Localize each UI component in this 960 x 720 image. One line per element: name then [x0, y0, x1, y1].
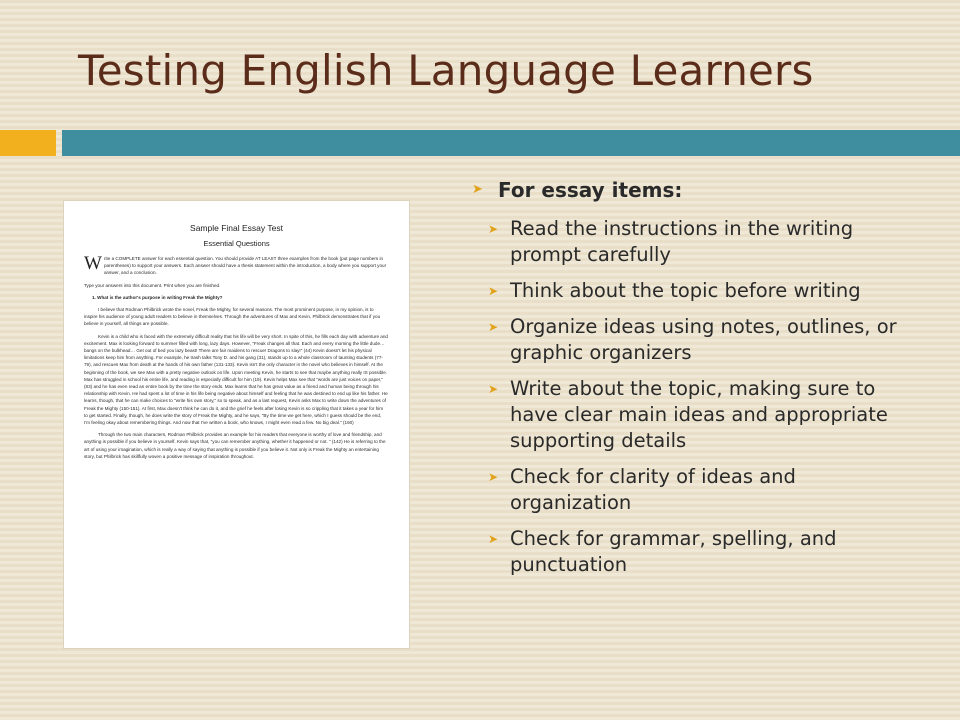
list-item — [488, 464, 912, 516]
accent-bar-gold — [0, 130, 56, 156]
accent-bar-teal — [62, 130, 960, 156]
list-item-text: Write about the topic, making sure to have clear main ideas and appropriate supporting details — [510, 377, 888, 452]
document-instruction: Type your answers into this document. Print when you are finished. — [84, 282, 221, 288]
list-item-text: Check for grammar, spelling, and punctuation — [510, 527, 837, 576]
list-item-text: Read the instructions in the writing prompt carefully — [510, 217, 854, 266]
list-item — [488, 216, 912, 268]
document-intro — [84, 255, 388, 277]
slide-title: Testing English Language Learners — [78, 46, 814, 95]
document-dropcap: W — [84, 253, 102, 274]
document-body — [84, 255, 388, 465]
arrow-bullet-icon: ➤ — [488, 222, 499, 236]
document-paragraph-1: I believe that Rodman Philbrick wrote the novel, Freak the Mighty, for several reasons. The most prominent purpose, in my opinion, is to inspire his audience of young adult readers to believe in themselves. Through the adventures of Max and Kevin, Philbrick demonstrates that if you believe in yourself, all things are possible. — [84, 307, 381, 327]
essay-items-heading-text: For essay items: — [498, 178, 683, 202]
document-subtitle: Essential Questions — [203, 239, 270, 248]
list-item — [488, 278, 912, 304]
essay-items-heading — [472, 176, 912, 204]
document-title: Sample Final Essay Test — [190, 223, 283, 233]
list-item — [488, 526, 912, 578]
arrow-bullet-icon: ➤ — [488, 382, 499, 396]
arrow-bullet-icon: ➤ — [472, 182, 483, 197]
document-paragraph-3: Through the two main characters, Rodman Philbrick provides an example for his readers that everyone is worthy of love and friendship, and anything is possible if you believe in yourself. Kevin says that, "you can remember anything, whether it happened or not. " (142) He is referring to the art of using your imagination, which is really a way of saying that anything is possible if you believe it. Not only is Freak the Mighty an entertaining story, but Philbrick has skillfully woven a positive message of inspiration throughout. — [84, 432, 386, 459]
slide-content — [472, 176, 912, 588]
list-item-text: Think about the topic before writing — [510, 279, 861, 302]
document-paragraph-2: Kevin is a child who is faced with the extremely difficult reality that his life will be very short. In spite of this, he fills each day with adventure and excitement. Max is looking forward to summer filled with long, lazy days. However, "Freak changes all that. Each and every morning the little dude…bangs on the bulkhead… Get out of bed you lazy beast! There are fair maidens to rescue! Dragons to slay!" (44) Kevin doesn't let his physical limitations keep him from anything. For example, he trash talks Tony D. and his gang (31), stands up to a whole classroom of taunting students (77-79), and rescues Max from death at the hands of his own father (131-133). Kevin isn't the only character in the novel who believes in himself. At the beginning of the book, we see Max with a pretty negative outlook on life. Upon meeting Kevin, he starts to see that maybe anything really IS possible. Max has struggled in school his entire life, and reading is especially difficult for him (19). Kevin helps Max see that "words are just voices on paper," (83) and he has even read an entire book by the time the story ends. Max learns that he has great value as a friend and human being through his relationship with Kevin. He had spent a lot of time in his life being negative about himself and feeling that he was destined to end up like his father. He learns, though, that he can make choices to "write his own story," so to speak, and as a last request, Kevin asks Max to write down the adventures of Freak the Mighty (150-151). At first, Max doesn't think he can do it, and the grief he feels after losing Kevin is so crippling that it takes a year for him to get started. Finally, though, he does write the story of Freak the Mighty, and he says, "By the time we get here, which I guess should be the end, I'm feeling okay about remembering things. And now that I've written a book, who knows, I might even read a few. No big deal." (160) — [84, 333, 388, 426]
bullet-list — [472, 216, 912, 578]
arrow-bullet-icon: ➤ — [488, 532, 499, 546]
list-item-text: Check for clarity of ideas and organization — [510, 465, 796, 514]
list-item — [488, 376, 912, 454]
list-item-text: Organize ideas using notes, outlines, or graphic organizers — [510, 315, 897, 364]
arrow-bullet-icon: ➤ — [488, 470, 499, 484]
arrow-bullet-icon: ➤ — [488, 284, 499, 298]
document-question: 1. What is the author's purpose in writing Freak the Mighty? — [92, 294, 223, 300]
arrow-bullet-icon: ➤ — [488, 320, 499, 334]
sample-essay-document-image — [64, 201, 409, 648]
list-item — [488, 314, 912, 366]
document-intro-text: rite a COMPLETE answer for each essential question. You should provide AT LEAST three examples from the book (put page numbers in parentheses) to support your answers. Each answer should have a thesis statement within the introduction, a body where you support your answer, and a conclusion. — [103, 256, 387, 276]
